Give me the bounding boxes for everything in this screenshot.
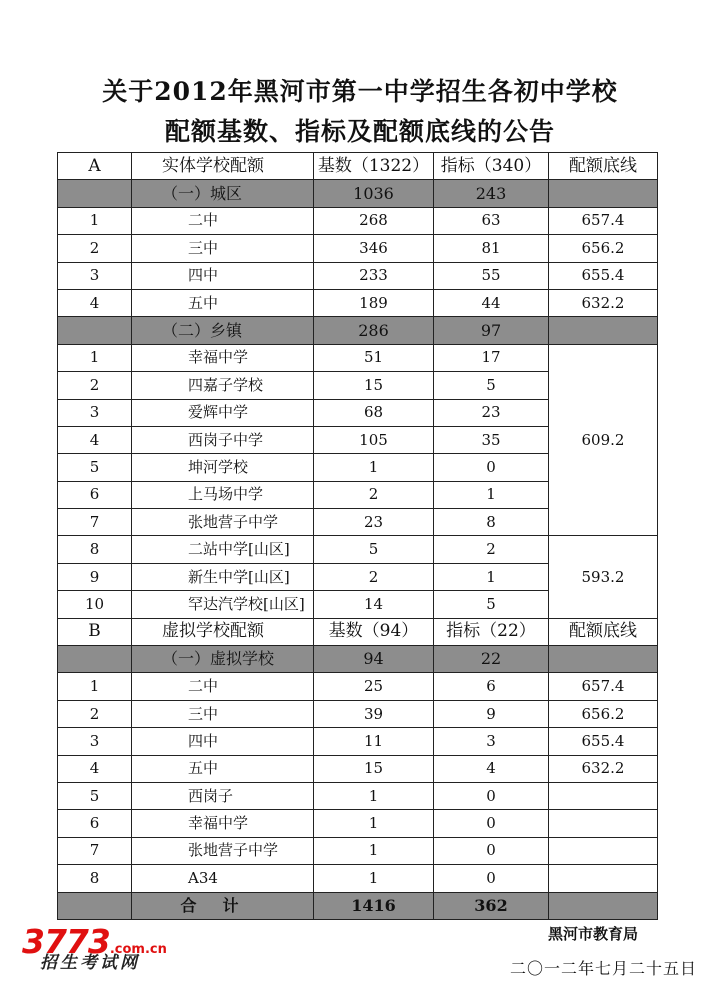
group-quota: 243 xyxy=(434,180,549,207)
watermark-domain: .com.cn xyxy=(109,942,167,957)
row-number: 4 xyxy=(58,426,132,453)
cutoff-value xyxy=(549,810,658,837)
quota-value: 23 xyxy=(434,399,549,426)
quota-value: 0 xyxy=(434,454,549,481)
issue-date: 二〇一二年七月二十五日 xyxy=(510,959,698,978)
row-number: 10 xyxy=(58,591,132,618)
school-name: 二站中学[山区] xyxy=(132,536,314,563)
cutoff-value: 657.4 xyxy=(549,673,658,700)
table-row xyxy=(58,865,658,892)
base-value: 68 xyxy=(314,399,434,426)
row-number: 9 xyxy=(58,563,132,590)
cutoff-value: 657.4 xyxy=(549,207,658,234)
watermark-number: 3773 xyxy=(22,922,110,961)
section-code: A xyxy=(58,153,132,180)
base-value: 2 xyxy=(314,563,434,590)
group-quota: 97 xyxy=(434,317,549,344)
school-name: 五中 xyxy=(132,755,314,782)
row-number: 3 xyxy=(58,728,132,755)
school-name: 三中 xyxy=(132,700,314,727)
cutoff-value: 655.4 xyxy=(549,728,658,755)
watermark-subtitle: 招生考试网 xyxy=(40,953,140,973)
school-name: 幸福中学 xyxy=(132,810,314,837)
section-a-header-row xyxy=(58,153,658,180)
quota-value: 3 xyxy=(434,728,549,755)
row-number: 2 xyxy=(58,235,132,262)
quota-value: 0 xyxy=(434,865,549,892)
table-row xyxy=(58,782,658,809)
quota-value: 8 xyxy=(434,509,549,536)
base-value: 15 xyxy=(314,755,434,782)
base-value: 39 xyxy=(314,700,434,727)
base-value: 1 xyxy=(314,454,434,481)
school-name: 新生中学[山区] xyxy=(132,563,314,590)
base-value: 15 xyxy=(314,372,434,399)
quota-value: 0 xyxy=(434,810,549,837)
school-name: 西岗子 xyxy=(132,782,314,809)
base-value: 23 xyxy=(314,509,434,536)
cutoff-header: 配额底线 xyxy=(549,618,658,645)
school-name: 四嘉子学校 xyxy=(132,372,314,399)
row-number: 7 xyxy=(58,837,132,864)
issuer: 黑河市教育局 xyxy=(548,925,639,943)
base-value: 2 xyxy=(314,481,434,508)
row-number: 6 xyxy=(58,481,132,508)
section-name: 实体学校配额 xyxy=(132,153,314,180)
cutoff-value: 655.4 xyxy=(549,262,658,289)
row-number: 8 xyxy=(58,865,132,892)
row-number: 7 xyxy=(58,509,132,536)
table-row xyxy=(58,262,658,289)
table-row xyxy=(58,207,658,234)
base-value: 346 xyxy=(314,235,434,262)
base-value: 11 xyxy=(314,728,434,755)
row-number: 6 xyxy=(58,810,132,837)
merged-cutoff-value: 593.2 xyxy=(549,536,658,618)
row-number: 1 xyxy=(58,673,132,700)
cutoff-value xyxy=(549,837,658,864)
school-name: 幸福中学 xyxy=(132,344,314,371)
table-row xyxy=(58,344,658,371)
school-name: 五中 xyxy=(132,289,314,316)
quota-table xyxy=(57,152,658,920)
group-row-towns xyxy=(58,317,658,344)
quota-header: 指标（340） xyxy=(434,153,549,180)
quota-value: 0 xyxy=(434,837,549,864)
document-title-line2: 配额基数、指标及配额底线的公告 xyxy=(164,117,555,146)
row-number: 1 xyxy=(58,344,132,371)
row-number: 4 xyxy=(58,755,132,782)
cutoff-value xyxy=(549,782,658,809)
row-number: 2 xyxy=(58,700,132,727)
section-code: B xyxy=(58,618,132,645)
base-value: 1 xyxy=(314,782,434,809)
school-name: 三中 xyxy=(132,235,314,262)
group-quota: 22 xyxy=(434,646,549,673)
quota-value: 0 xyxy=(434,782,549,809)
cutoff-value: 632.2 xyxy=(549,755,658,782)
row-number: 1 xyxy=(58,207,132,234)
base-header: 基数（94） xyxy=(314,618,434,645)
group-base: 286 xyxy=(314,317,434,344)
quota-value: 1 xyxy=(434,563,549,590)
table-row xyxy=(58,728,658,755)
base-value: 51 xyxy=(314,344,434,371)
row-number: 5 xyxy=(58,454,132,481)
quota-value: 55 xyxy=(434,262,549,289)
base-value: 25 xyxy=(314,673,434,700)
school-name: 罕达汽学校[山区] xyxy=(132,591,314,618)
group-row-urban xyxy=(58,180,658,207)
cutoff-value: 656.2 xyxy=(549,700,658,727)
base-value: 1 xyxy=(314,810,434,837)
school-name: 四中 xyxy=(132,262,314,289)
cutoff-value xyxy=(549,865,658,892)
total-base: 1416 xyxy=(314,892,434,919)
total-label: 合计 xyxy=(132,892,314,919)
row-number: 5 xyxy=(58,782,132,809)
school-name: 四中 xyxy=(132,728,314,755)
group-base: 94 xyxy=(314,646,434,673)
row-number: 3 xyxy=(58,399,132,426)
table-row xyxy=(58,700,658,727)
school-name: 坤河学校 xyxy=(132,454,314,481)
group-row-virtual xyxy=(58,646,658,673)
base-value: 5 xyxy=(314,536,434,563)
school-name: 二中 xyxy=(132,673,314,700)
base-header: 基数（1322） xyxy=(314,153,434,180)
table-row xyxy=(58,837,658,864)
quota-value: 17 xyxy=(434,344,549,371)
merged-cutoff-value: 609.2 xyxy=(549,344,658,536)
quota-value: 1 xyxy=(434,481,549,508)
school-name: 上马场中学 xyxy=(132,481,314,508)
quota-value: 2 xyxy=(434,536,549,563)
group-name: （一）城区 xyxy=(132,180,314,207)
row-number: 2 xyxy=(58,372,132,399)
document-title-line1: 关于2012年黑河市第一中学招生各初中学校 xyxy=(102,77,618,106)
table-row xyxy=(58,289,658,316)
group-name: （二）乡镇 xyxy=(132,317,314,344)
cutoff-value: 632.2 xyxy=(549,289,658,316)
quota-header: 指标（22） xyxy=(434,618,549,645)
school-name: 张地营子中学 xyxy=(132,509,314,536)
base-value: 1 xyxy=(314,865,434,892)
total-quota: 362 xyxy=(434,892,549,919)
quota-value: 6 xyxy=(434,673,549,700)
table-row xyxy=(58,673,658,700)
base-value: 268 xyxy=(314,207,434,234)
cutoff-header: 配额底线 xyxy=(549,153,658,180)
row-number: 4 xyxy=(58,289,132,316)
section-name: 虚拟学校配额 xyxy=(132,618,314,645)
quota-value: 44 xyxy=(434,289,549,316)
table-row xyxy=(58,536,658,563)
quota-value: 5 xyxy=(434,591,549,618)
quota-value: 4 xyxy=(434,755,549,782)
cutoff-value: 656.2 xyxy=(549,235,658,262)
school-name: 张地营子中学 xyxy=(132,837,314,864)
row-number: 8 xyxy=(58,536,132,563)
base-value: 14 xyxy=(314,591,434,618)
table-row xyxy=(58,755,658,782)
group-base: 1036 xyxy=(314,180,434,207)
base-value: 189 xyxy=(314,289,434,316)
quota-value: 35 xyxy=(434,426,549,453)
table-row xyxy=(58,235,658,262)
quota-value: 9 xyxy=(434,700,549,727)
table-row xyxy=(58,810,658,837)
base-value: 233 xyxy=(314,262,434,289)
row-number: 3 xyxy=(58,262,132,289)
quota-value: 81 xyxy=(434,235,549,262)
base-value: 105 xyxy=(314,426,434,453)
total-row xyxy=(58,892,658,919)
quota-value: 5 xyxy=(434,372,549,399)
quota-value: 63 xyxy=(434,207,549,234)
section-b-header-row xyxy=(58,618,658,645)
school-name: A34 xyxy=(132,865,314,892)
base-value: 1 xyxy=(314,837,434,864)
school-name: 爱辉中学 xyxy=(132,399,314,426)
school-name: 二中 xyxy=(132,207,314,234)
group-name: （一）虚拟学校 xyxy=(132,646,314,673)
school-name: 西岗子中学 xyxy=(132,426,314,453)
